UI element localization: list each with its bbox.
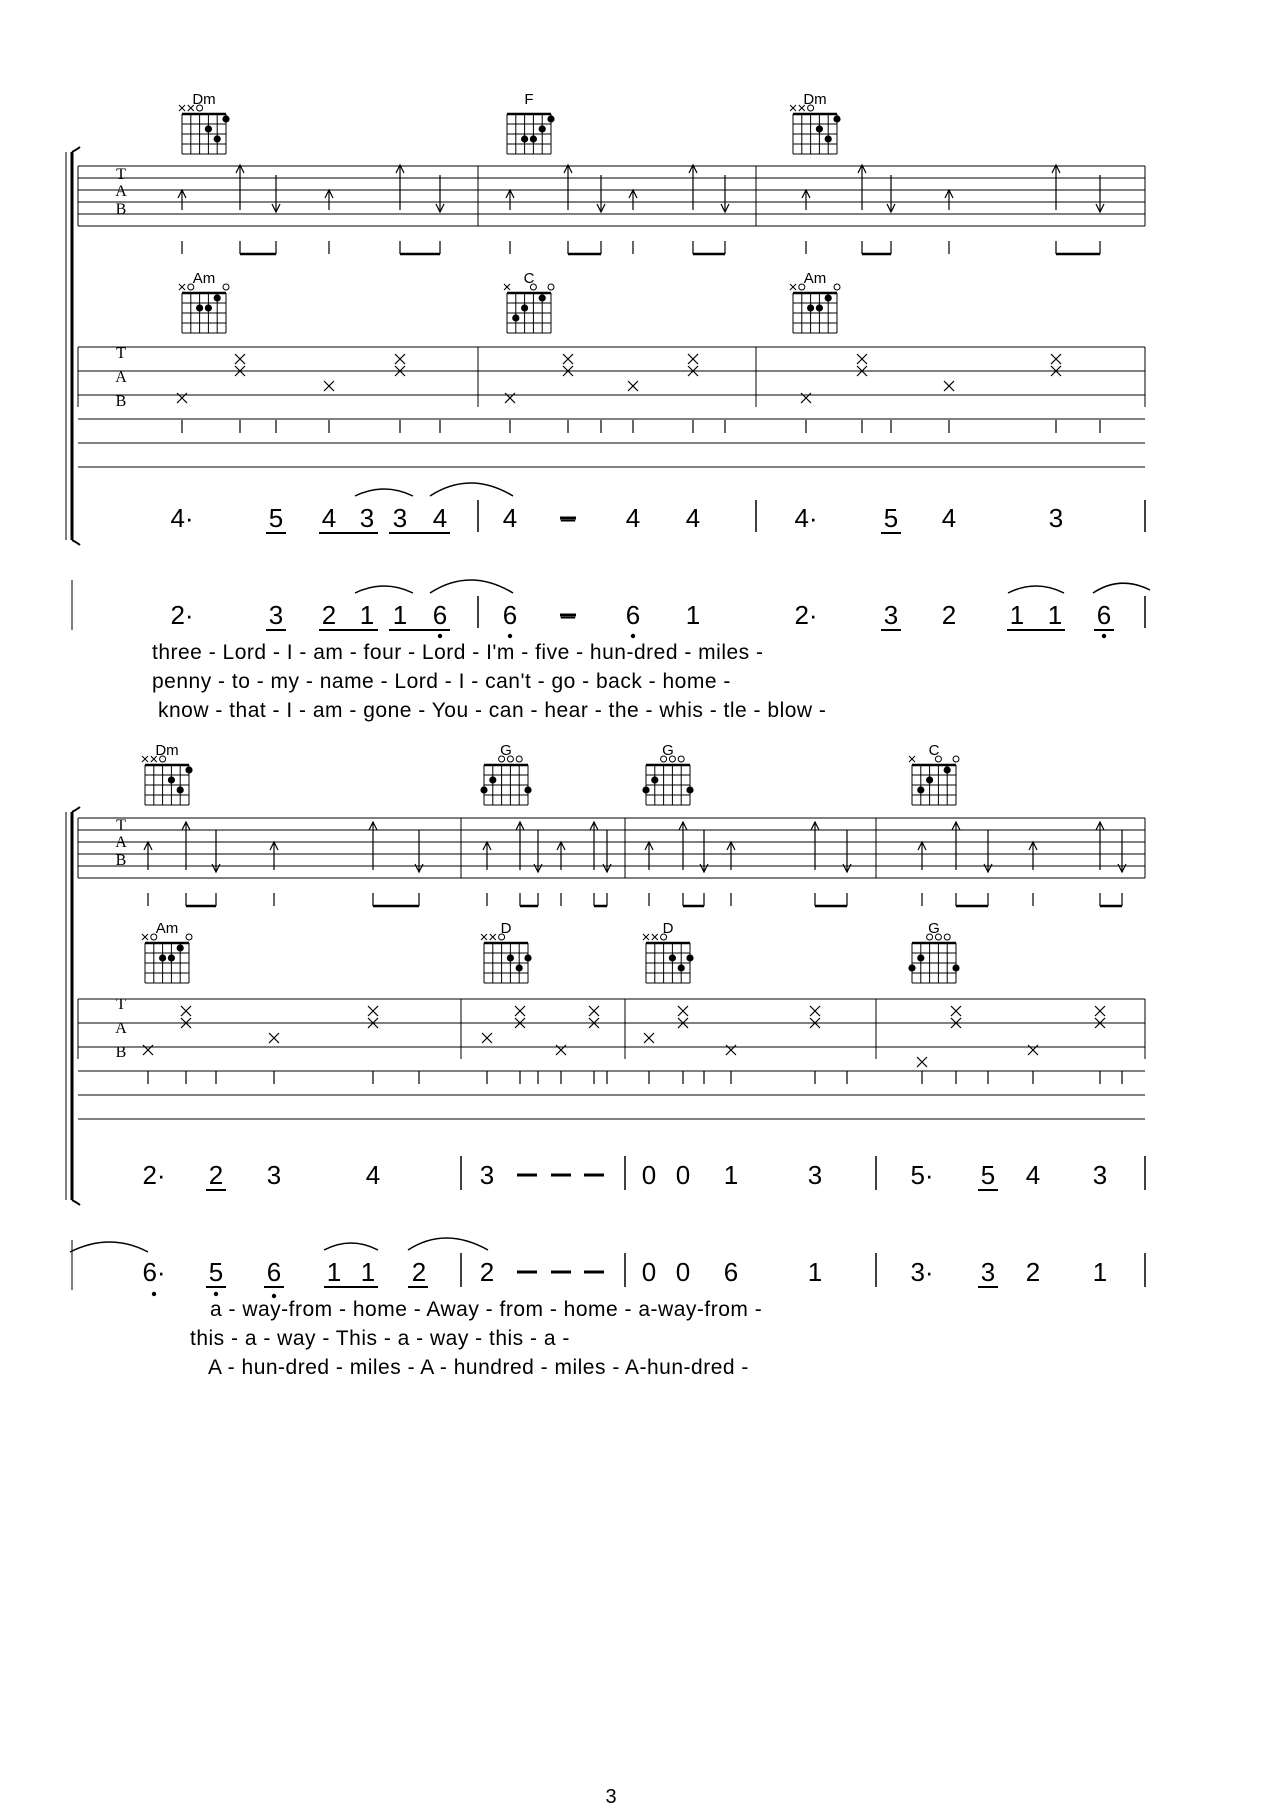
chord-dot — [177, 786, 184, 793]
note: 4 — [941, 503, 957, 533]
chord-dot — [651, 776, 658, 783]
note: 1 — [1009, 600, 1025, 630]
chord-name-g: G — [500, 742, 512, 759]
chord-dot — [816, 125, 823, 132]
lyric-line: penny - to - my - name - Lord - I - can't - go - back - home - — [152, 670, 731, 693]
note: 6 — [625, 600, 641, 630]
note: 5 — [883, 503, 899, 533]
chord-dot — [214, 135, 221, 142]
chord-name-am: Am — [803, 270, 827, 287]
tie — [355, 489, 413, 496]
note: 4 — [625, 503, 641, 533]
chord-name-f: F — [524, 91, 534, 108]
tie — [355, 586, 413, 593]
note: 3 — [883, 600, 899, 630]
chord-dot — [185, 766, 192, 773]
note: 2 — [321, 600, 337, 630]
chord-dot — [908, 964, 915, 971]
octave-dot — [631, 634, 635, 638]
note: 4· — [170, 503, 194, 533]
bracket-hook — [72, 807, 80, 812]
tab-letter-a: A — [115, 183, 127, 200]
chord-dot — [521, 304, 528, 311]
note: 4 — [502, 503, 518, 533]
note: – — [560, 503, 576, 533]
note: 5 — [208, 1257, 224, 1287]
chord-dot — [642, 786, 649, 793]
lyric-line: three - Lord - I - am - four - Lord - I'm - five - hun-dred - miles - — [152, 641, 764, 664]
chord-dot — [168, 776, 175, 783]
chord-dot — [917, 954, 924, 961]
octave-dot — [508, 634, 512, 638]
note: 1 — [360, 1257, 376, 1287]
tie — [324, 1243, 378, 1250]
lyric-line: A - hun-dred - miles - A - hundred - miles - A-hun-dred - — [208, 1356, 749, 1379]
chord-dot — [807, 304, 814, 311]
tab-letter-b: B — [115, 852, 127, 869]
chord-dot — [512, 314, 519, 321]
tab-letter-a: A — [115, 1020, 127, 1037]
note: 0 — [641, 1257, 657, 1287]
note: 3 — [392, 503, 408, 533]
chord-dot — [669, 954, 676, 961]
melody-line — [170, 600, 1111, 630]
note: 3 — [479, 1160, 495, 1190]
chord-dot — [168, 954, 175, 961]
chord-open — [834, 284, 840, 290]
note: 1 — [685, 600, 701, 630]
chord-open — [678, 756, 684, 762]
note: 2 — [411, 1257, 427, 1287]
note: 0 — [675, 1160, 691, 1190]
note: 6 — [1096, 600, 1112, 630]
note: 4 — [1025, 1160, 1041, 1190]
note: 2· — [794, 600, 818, 630]
chord-dot — [539, 294, 546, 301]
chord-dot — [686, 786, 693, 793]
chord-dot — [524, 954, 531, 961]
chord-dot — [222, 115, 229, 122]
tab-letter-b: B — [115, 1044, 127, 1061]
note: 1 — [807, 1257, 823, 1287]
note: 0 — [675, 1257, 691, 1287]
note: 2· — [170, 600, 194, 630]
chord-open — [223, 284, 229, 290]
chord-dot — [686, 954, 693, 961]
note: 0 — [641, 1160, 657, 1190]
tab-letter-b: B — [115, 201, 127, 218]
chord-dot — [521, 135, 528, 142]
note: 2 — [941, 600, 957, 630]
chord-name-c: C — [928, 742, 940, 759]
chord-name-am: Am — [192, 270, 216, 287]
chord-open — [548, 284, 554, 290]
tab-letter-b: B — [115, 393, 127, 410]
chord-name-dm: Dm — [803, 91, 827, 108]
chord-dot — [539, 125, 546, 132]
chord-name-dm: Dm — [155, 742, 179, 759]
chord-name-c: C — [523, 270, 535, 287]
chord-open — [953, 756, 959, 762]
note: 6 — [723, 1257, 739, 1287]
chord-dot — [926, 776, 933, 783]
chord-dot — [816, 304, 823, 311]
note: 6 — [432, 600, 448, 630]
chord-dot — [944, 766, 951, 773]
note: 2 — [479, 1257, 495, 1287]
note: 3 — [1048, 503, 1064, 533]
lyric-line: know - that - I - am - gone - You - can - hear - the - whis - tle - blow - — [158, 699, 827, 722]
octave-dot — [438, 634, 442, 638]
note: 2 — [1025, 1257, 1041, 1287]
note: 4· — [794, 503, 818, 533]
note: 3 — [1092, 1160, 1108, 1190]
tie — [430, 580, 513, 593]
tie — [408, 1238, 488, 1250]
chord-open — [186, 934, 192, 940]
note: 1 — [1047, 600, 1063, 630]
octave-dot — [152, 1292, 156, 1296]
chord-dot — [489, 776, 496, 783]
note: 1 — [359, 600, 375, 630]
note: – — [560, 600, 576, 630]
note: 4 — [685, 503, 701, 533]
note: 1 — [1092, 1257, 1108, 1287]
chord-dot — [952, 964, 959, 971]
note: 3 — [359, 503, 375, 533]
octave-dot — [1102, 634, 1106, 638]
note: 1 — [723, 1160, 739, 1190]
note: 1 — [392, 600, 408, 630]
tie — [430, 483, 513, 496]
note: 3· — [910, 1257, 934, 1287]
note: 4 — [432, 503, 448, 533]
chord-dot — [678, 964, 685, 971]
note: 2 — [208, 1160, 224, 1190]
octave-dot — [214, 1292, 218, 1296]
note: 3 — [268, 600, 284, 630]
tab-letter-t: T — [116, 345, 126, 362]
chord-name-g: G — [928, 920, 940, 937]
tab-letter-t: T — [116, 817, 126, 834]
chord-dot — [196, 304, 203, 311]
chord-dot — [205, 125, 212, 132]
chord-dot — [917, 786, 924, 793]
tie — [1008, 586, 1064, 593]
tie — [1093, 583, 1150, 593]
chord-name-am: Am — [155, 920, 179, 937]
chord-dot — [530, 135, 537, 142]
note: 3 — [980, 1257, 996, 1287]
note: 1 — [326, 1257, 342, 1287]
chord-dot — [547, 115, 554, 122]
chord-dot — [507, 954, 514, 961]
chord-dot — [205, 304, 212, 311]
bracket-hook — [72, 540, 80, 545]
chord-open — [516, 756, 522, 762]
note: 2· — [142, 1160, 166, 1190]
note: 5· — [910, 1160, 934, 1190]
note: 6 — [502, 600, 518, 630]
chord-dot — [516, 964, 523, 971]
note: 3 — [266, 1160, 282, 1190]
chord-dot — [524, 786, 531, 793]
chord-dot — [214, 294, 221, 301]
chord-dot — [177, 944, 184, 951]
tab-letter-a: A — [115, 369, 127, 386]
chord-dot — [159, 954, 166, 961]
chord-name-d: D — [500, 920, 512, 937]
note: 3 — [807, 1160, 823, 1190]
tab-letter-t: T — [116, 166, 126, 183]
lyric-line: a - way-from - home - Away - from - home - a-way-from - — [210, 1298, 763, 1321]
chord-name-g: G — [662, 742, 674, 759]
note: 6· — [142, 1257, 166, 1287]
note: 6 — [266, 1257, 282, 1287]
chord-name-d: D — [662, 920, 674, 937]
melody-line — [170, 503, 1063, 533]
tab-letter-a: A — [115, 834, 127, 851]
lyric-line: this - a - way - This - a - way - this - a - — [190, 1327, 570, 1350]
tie — [70, 1242, 148, 1252]
chord-dot — [480, 786, 487, 793]
note: 4 — [365, 1160, 381, 1190]
note: 5 — [980, 1160, 996, 1190]
note: 5 — [268, 503, 284, 533]
chord-dot — [825, 294, 832, 301]
chord-name-dm: Dm — [192, 91, 216, 108]
page-number: 3 — [605, 1786, 617, 1808]
tab-letter-t: T — [116, 996, 126, 1013]
bracket-hook — [72, 147, 80, 152]
chord-open — [944, 934, 950, 940]
note: 4 — [321, 503, 337, 533]
chord-dot — [833, 115, 840, 122]
chord-dot — [825, 135, 832, 142]
bracket-hook — [72, 1200, 80, 1205]
